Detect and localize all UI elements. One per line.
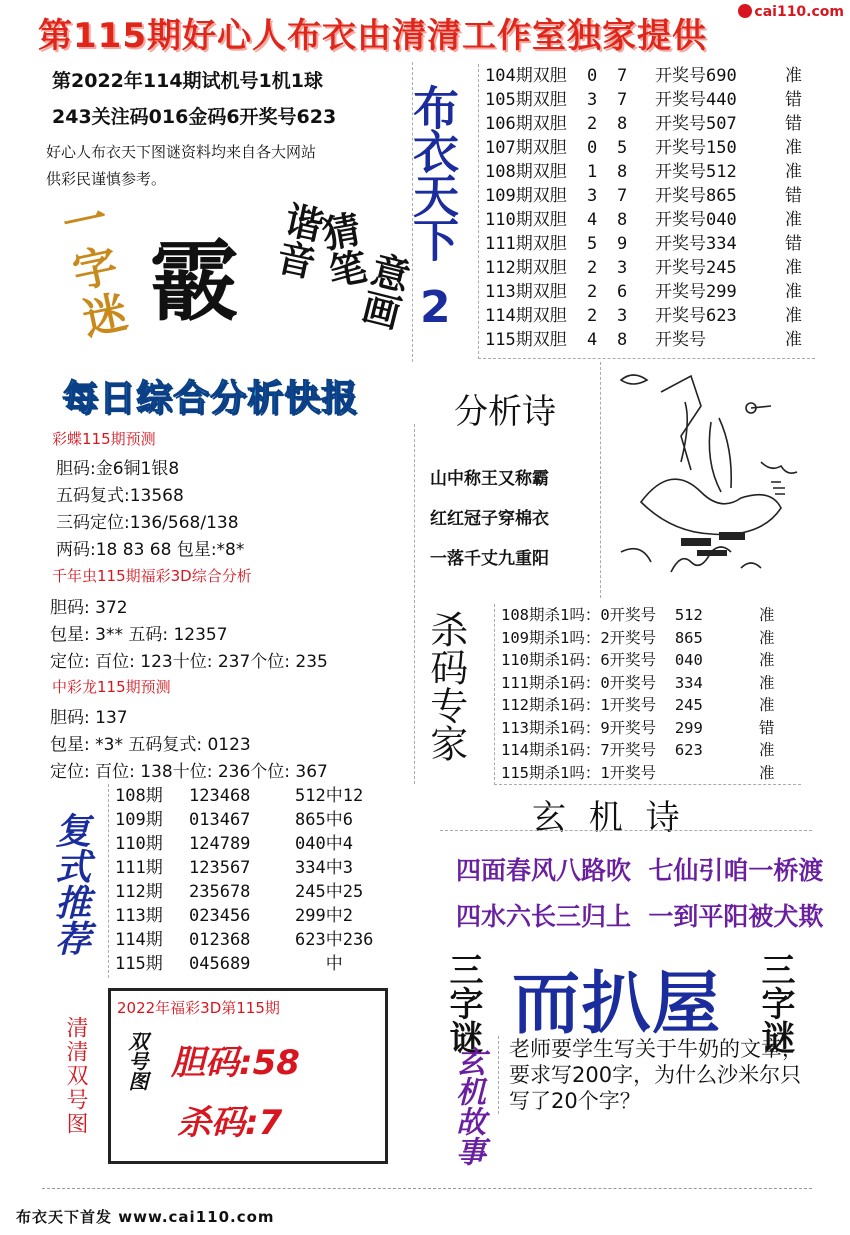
double-bile-open-number: 开奖号040 bbox=[655, 210, 737, 230]
kill-code-text: 109期杀1吗：2开奖号 865 bbox=[501, 628, 703, 647]
double-bile-result: 准 bbox=[785, 66, 802, 86]
kill-code-label: 杀码专家 bbox=[423, 610, 468, 762]
double-bile-open-number: 开奖号623 bbox=[655, 306, 737, 326]
three-char-label-right: 三字谜 bbox=[755, 952, 795, 1054]
poem-line-3: 一落千丈九重阳 bbox=[430, 549, 549, 569]
qiannian-bile: 胆码: 372 bbox=[50, 598, 128, 618]
double-bile-period: 112期双胆 bbox=[485, 258, 567, 278]
double-bile-open-number: 开奖号150 bbox=[655, 138, 737, 158]
kill-code-text: 114期杀1码：7开奖号 623 bbox=[501, 741, 703, 759]
kill-code-text: 108期杀1吗：0开奖号 512 bbox=[501, 606, 703, 624]
intro-section bbox=[42, 62, 413, 362]
double-bile-result: 准 bbox=[785, 282, 802, 302]
double-bile-digit-2: 7 bbox=[617, 66, 628, 86]
double-bile-digit-2: 9 bbox=[617, 234, 628, 254]
double-bile-period: 113期双胆 bbox=[485, 282, 567, 302]
fushi-row bbox=[115, 832, 415, 856]
double-bile-period: 106期双胆 bbox=[485, 114, 567, 134]
double-bile-row bbox=[485, 328, 815, 352]
kill-code-result: 准 bbox=[759, 606, 775, 624]
double-bile-open-number: 开奖号865 bbox=[655, 186, 737, 206]
trial-number-line: 第2022年114期试机号1机1球 bbox=[52, 70, 323, 92]
double-bile-digit-1: 1 bbox=[587, 162, 598, 182]
zhongcailong-position: 定位: 百位: 138十位: 236个位: 367 bbox=[50, 762, 328, 782]
fushi-period: 111期 bbox=[115, 858, 163, 878]
double-bile-open-number: 开奖号245 bbox=[655, 258, 737, 278]
banner-title: 第115期好心人布衣由清清工作室独家提供 bbox=[38, 16, 707, 56]
three-char-label-left: 三字谜 bbox=[443, 952, 483, 1054]
kill-code-result: 准 bbox=[759, 673, 775, 692]
fushi-nums: 013467 bbox=[189, 810, 251, 830]
fushi-row bbox=[115, 808, 415, 832]
qingqing-header: 2022年福彩3D第115期 bbox=[117, 999, 280, 1017]
double-bile-row bbox=[485, 232, 815, 256]
riddle-hint-right: 意画 bbox=[352, 247, 415, 333]
poem-title: 分析诗 bbox=[454, 392, 556, 432]
double-bile-open-number: 开奖号690 bbox=[655, 66, 737, 86]
double-bile-digit-2: 8 bbox=[617, 114, 628, 134]
footer-text: 布衣天下首发 www.cai110.com bbox=[16, 1208, 275, 1226]
fushi-row bbox=[115, 784, 415, 808]
double-bile-period: 105期双胆 bbox=[485, 90, 567, 110]
poem-line-1: 山中称王又称霸 bbox=[430, 469, 549, 489]
fushi-period: 115期 bbox=[115, 954, 163, 974]
fushi-row bbox=[115, 880, 415, 904]
fushi-row bbox=[115, 904, 415, 928]
fushi-period: 114期 bbox=[115, 930, 163, 950]
double-bile-digit-2: 3 bbox=[617, 258, 628, 278]
double-bile-result: 错 bbox=[785, 114, 802, 134]
double-bile-digit-2: 3 bbox=[617, 306, 628, 326]
brand-number: 2 bbox=[420, 282, 451, 333]
double-bile-digit-1: 2 bbox=[587, 282, 598, 302]
fushi-nums: 012368 bbox=[189, 930, 251, 950]
double-bile-period: 115期双胆 bbox=[485, 330, 567, 350]
zhongcailong-star: 包星: *3* 五码复式: 0123 bbox=[50, 735, 251, 755]
caidie-five-code: 五码复式:13568 bbox=[56, 486, 184, 506]
double-bile-row bbox=[485, 208, 815, 232]
fushi-res: 245中25 bbox=[295, 882, 364, 902]
kill-code-text: 111期杀1码：0开奖号 334 bbox=[501, 673, 703, 692]
fushi-nums: 123567 bbox=[189, 858, 251, 878]
double-bile-table bbox=[478, 64, 815, 359]
double-bile-digit-2: 8 bbox=[617, 162, 628, 182]
double-bile-digit-2: 7 bbox=[617, 186, 628, 206]
double-bile-digit-2: 8 bbox=[617, 210, 628, 230]
double-bile-result: 准 bbox=[785, 210, 802, 230]
double-bile-digit-1: 3 bbox=[587, 186, 598, 206]
one-char-riddle-label: 一字迷 bbox=[50, 194, 131, 346]
double-bile-period: 109期双胆 bbox=[485, 186, 567, 206]
kill-code-row bbox=[501, 649, 801, 672]
footer-divider bbox=[42, 1188, 812, 1189]
qiannian-title: 千年虫115期福彩3D综合分析 bbox=[52, 567, 252, 585]
double-bile-row bbox=[485, 280, 815, 304]
xuanji-story-label: 玄机故事 bbox=[450, 1046, 485, 1166]
double-bile-open-number: 开奖号 bbox=[655, 330, 706, 350]
double-bile-digit-1: 5 bbox=[587, 234, 598, 254]
fushi-nums: 235678 bbox=[189, 882, 251, 902]
double-bile-period: 108期双胆 bbox=[485, 162, 567, 182]
kill-code-text: 110期杀1码：6开奖号 040 bbox=[501, 651, 703, 669]
fushi-nums: 124789 bbox=[189, 834, 251, 854]
kill-code-row bbox=[501, 604, 801, 627]
focus-code-line: 243关注码016金码6开奖号623 bbox=[52, 106, 337, 128]
poem-line-2: 红红冠子穿棉衣 bbox=[430, 509, 549, 529]
double-bile-open-number: 开奖号299 bbox=[655, 282, 737, 302]
xuanji-poem-line-1: 四面春风八路吹 七仙引咱一桥渡 bbox=[456, 856, 824, 885]
double-bile-row bbox=[485, 88, 815, 112]
fushi-period: 110期 bbox=[115, 834, 163, 854]
kill-code-text: 115期杀1吗：1开奖号 bbox=[501, 763, 703, 782]
xuanji-poem-line-2: 四水六长三归上 一到平阳被犬欺 bbox=[456, 902, 824, 931]
xuanji-poem-title: 玄 机 诗 bbox=[532, 798, 686, 838]
qingqing-bile-code: 胆码:58 bbox=[171, 1043, 300, 1083]
double-bile-digit-1: 2 bbox=[587, 114, 598, 134]
fushi-nums: 123468 bbox=[189, 786, 251, 806]
kill-code-table bbox=[494, 604, 801, 785]
logo-icon bbox=[738, 4, 752, 18]
double-bile-open-number: 开奖号512 bbox=[655, 162, 737, 182]
fushi-row bbox=[115, 928, 415, 952]
double-bile-open-number: 开奖号507 bbox=[655, 114, 737, 134]
double-bile-result: 准 bbox=[785, 162, 802, 182]
double-bile-result: 错 bbox=[785, 186, 802, 206]
kill-code-text: 113期杀1码：9开奖号 299 bbox=[501, 718, 703, 737]
double-bile-digit-2: 7 bbox=[617, 90, 628, 110]
double-bile-digit-1: 0 bbox=[587, 138, 598, 158]
fushi-period: 108期 bbox=[115, 786, 163, 806]
kill-code-row bbox=[501, 739, 801, 762]
predictions-section bbox=[42, 424, 415, 784]
double-bile-open-number: 开奖号440 bbox=[655, 90, 737, 110]
zhongcailong-bile: 胆码: 137 bbox=[50, 708, 128, 728]
intro-note-1: 好心人布衣天下图谜资料均来自各大网站 bbox=[46, 143, 317, 161]
double-bile-digit-1: 4 bbox=[587, 330, 598, 350]
double-bile-digit-1: 2 bbox=[587, 306, 598, 326]
fushi-res: 中 bbox=[295, 954, 343, 974]
kill-code-row bbox=[501, 627, 801, 650]
double-bile-row bbox=[485, 136, 815, 160]
three-char-word: 而扒屋 bbox=[512, 964, 723, 1044]
kill-code-result: 准 bbox=[759, 741, 775, 759]
double-bile-row bbox=[485, 304, 815, 328]
site-logo[interactable]: cai110.com bbox=[738, 4, 844, 20]
fushi-res: 865中6 bbox=[295, 810, 353, 830]
caidie-three-code: 三码定位:136/568/138 bbox=[56, 513, 239, 533]
kill-code-result: 准 bbox=[759, 651, 775, 669]
kill-code-result: 错 bbox=[759, 718, 775, 737]
fushi-period: 112期 bbox=[115, 882, 163, 902]
kill-code-row bbox=[501, 717, 801, 740]
riddle-main-char: 霰 bbox=[150, 229, 239, 333]
double-bile-open-number: 开奖号334 bbox=[655, 234, 737, 254]
fushi-period: 109期 bbox=[115, 810, 163, 830]
fushi-res: 040中4 bbox=[295, 834, 353, 854]
double-bile-row bbox=[485, 184, 815, 208]
kill-code-row bbox=[501, 694, 801, 717]
brand-vertical: 布衣天下 bbox=[406, 84, 460, 260]
fushi-res: 512中12 bbox=[295, 786, 364, 806]
riddle-hint-left: 谐音 bbox=[267, 198, 328, 282]
intro-note-2: 供彩民谨慎参考。 bbox=[46, 170, 167, 188]
xuanji-story-text: 老师要学生写关于牛奶的文章，要求写200字，为什么沙米尔只写了20个字？ bbox=[498, 1036, 809, 1114]
fushi-nums: 023456 bbox=[189, 906, 251, 926]
double-bile-row bbox=[485, 64, 815, 88]
caidie-title: 彩蝶115期预测 bbox=[52, 430, 156, 448]
double-bile-digit-2: 8 bbox=[617, 330, 628, 350]
double-bile-period: 114期双胆 bbox=[485, 306, 567, 326]
zhongcailong-title: 中彩龙115期预测 bbox=[52, 678, 171, 696]
double-bile-period: 111期双胆 bbox=[485, 234, 567, 254]
fushi-table bbox=[108, 784, 415, 978]
caidie-two-code: 两码:18 83 68 包星:*8* bbox=[56, 540, 245, 560]
fushi-row bbox=[115, 856, 415, 880]
banner bbox=[0, 0, 850, 62]
double-bile-digit-2: 5 bbox=[617, 138, 628, 158]
qingqing-card bbox=[108, 988, 388, 1164]
double-bile-digit-1: 4 bbox=[587, 210, 598, 230]
riddle-hint-mid: 猜笔 bbox=[312, 208, 371, 292]
kill-code-row bbox=[501, 762, 801, 785]
caidie-bile: 胆码:金6铜1银8 bbox=[56, 459, 180, 479]
qiannian-position: 定位: 百位: 123十位: 237个位: 235 bbox=[50, 652, 328, 672]
sketch-illustration bbox=[600, 362, 811, 598]
kill-code-result: 准 bbox=[759, 628, 775, 647]
fushi-res: 299中2 bbox=[295, 906, 353, 926]
analysis-poem bbox=[420, 366, 598, 598]
fushi-res: 623中236 bbox=[295, 930, 374, 950]
double-bile-row bbox=[485, 160, 815, 184]
kill-code-text: 112期杀1码：1开奖号 245 bbox=[501, 696, 703, 714]
double-bile-result: 准 bbox=[785, 330, 802, 350]
double-bile-digit-1: 3 bbox=[587, 90, 598, 110]
double-bile-period: 104期双胆 bbox=[485, 66, 567, 86]
double-bile-result: 错 bbox=[785, 90, 802, 110]
qingqing-side-label: 双号图 bbox=[125, 1031, 149, 1091]
qiannian-star: 包星: 3** 五码: 12357 bbox=[50, 625, 228, 645]
double-bile-result: 错 bbox=[785, 234, 802, 254]
kill-code-result: 准 bbox=[759, 763, 775, 782]
qingqing-label: 清清双号图 bbox=[63, 1016, 88, 1136]
fushi-row bbox=[115, 952, 415, 976]
daily-report-title: 每日综合分析快报 bbox=[62, 378, 359, 419]
double-bile-result: 准 bbox=[785, 138, 802, 158]
double-bile-digit-1: 2 bbox=[587, 258, 598, 278]
double-bile-row bbox=[485, 112, 815, 136]
rabbit-sketch-icon bbox=[601, 362, 811, 598]
fushi-label: 复式推荐 bbox=[49, 812, 91, 956]
double-bile-result: 准 bbox=[785, 258, 802, 278]
double-bile-digit-2: 6 bbox=[617, 282, 628, 302]
kill-code-result: 准 bbox=[759, 696, 775, 714]
xuanji-poem-box bbox=[440, 830, 824, 941]
double-bile-result: 准 bbox=[785, 306, 802, 326]
double-bile-digit-1: 0 bbox=[587, 66, 598, 86]
double-bile-period: 110期双胆 bbox=[485, 210, 567, 230]
double-bile-row bbox=[485, 256, 815, 280]
fushi-res: 334中3 bbox=[295, 858, 353, 878]
qingqing-kill-code: 杀码:7 bbox=[177, 1103, 283, 1143]
kill-code-row bbox=[501, 672, 801, 695]
fushi-period: 113期 bbox=[115, 906, 163, 926]
double-bile-period: 107期双胆 bbox=[485, 138, 567, 158]
fushi-nums: 045689 bbox=[189, 954, 251, 974]
